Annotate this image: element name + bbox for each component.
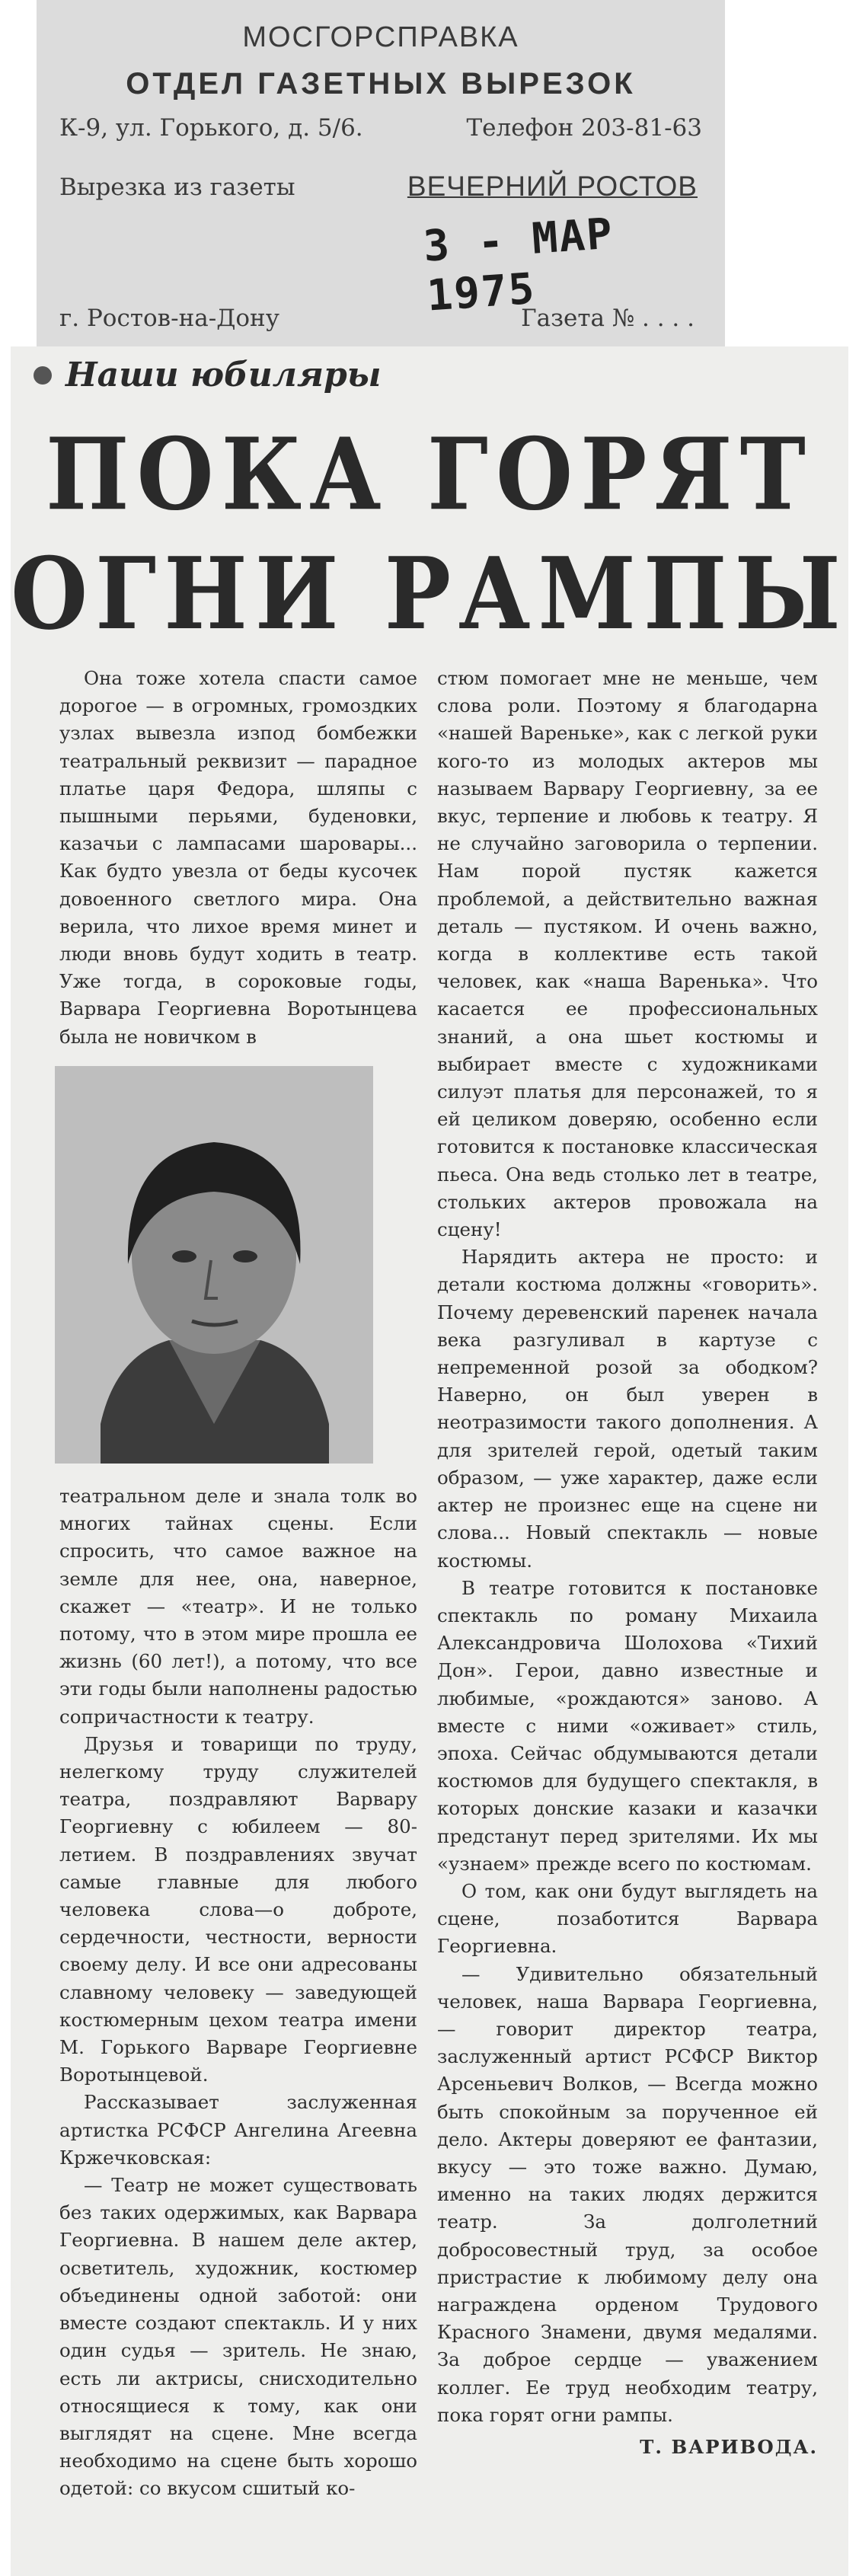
stamp-dept: ОТДЕЛ ГАЗЕТНЫХ ВЫРЕЗОК [126,67,636,101]
stamp-clipping-from: Вырезка из газеты [59,174,295,201]
paragraph: О том, как они будут выглядеть на сцене, позаботится Варвара Георгиевна. [437,1879,818,1958]
article [11,346,848,2576]
column-2 [437,665,818,2461]
headline-line-2: ОГНИ РАМПЫ [11,536,848,653]
stamp-address: К-9, ул. Горького, д. 5/6. [59,114,363,142]
stamp-phone: Телефон 203-81-63 [466,114,702,142]
paragraph: театральном деле и знала толк во многих тайнах сцены. Если спросить, что самое важное на земле для нее, она, наверное, скажет — «театр». И не только потому, что в этом мире прошла ее жизнь (60 лет!), а потому, что все эти годы были наполнены радостью сопричастности к театру. [59,1485,417,1728]
headline [11,415,848,654]
rubric [34,356,382,394]
paragraph: Нарядить актера не просто: и детали костюма должны «говорить». Почему деревенский паренек начала века разгуливал в картузе с непременной розой за ободком? Наверно, он был уверен в неотразимости такого дополнения. А для зрителей герой, одетый таким образом, — уже характер, даже если актер не произнес еще на сцене ни слова... Новый спектакль — новые костюмы. [437,1246,818,1572]
author-signature: Т. ВАРИВОДА. [640,2436,818,2458]
headline-line-1: ПОКА ГОРЯТ [46,417,813,533]
stamp-org: МОСГОРСПРАВКА [242,21,519,53]
paragraph: Друзья и товарищи по труду, нелегкому труду служителей театра, поздравляют Варвару Георгиевну с юбилеем — 80-летием. В поздравлениях звучат самые главные для любого человека слова—о доброте, сердечности, честности, верности своему делу. И все они адресованы славному человеку — заведующей костюмерным цехом театра имени М. Горького Варваре Георгиевне Воротынцевой. [59,1732,417,2086]
paragraph: В театре готовится к постановке спектакль по роману Михаила Александровича Шолохова «Тихий Дон». Герои, давно известные и любимые, «рождаются» заново. А вместе с ними «оживает» стиль, эпоха. Сейчас обдумываются детали костюмов для будущего спектакля, в которых донские казаки и казачки предстанут перед зрителями. Их мы «узнаем» прежде всего по костюмам. [437,1576,818,1875]
rubric-label: Наши юбиляры [65,356,382,394]
portrait-photo [55,1066,373,1464]
paragraph: Она тоже хотела спасти самое дорогое — в огромных, громоздких узлах вывезла изпод бомбежки театральный реквизит — парадное платье царя Федора, шляпы с пышными перьями, буденовки, казачьи с лампасами шаровары... Как будто увезла от беды кусочек довоенного светлого мира. Она верила, что лихое время минет и люди вновь будут ходить в театр. Уже тогда, в сороковые годы, Варвара Георгиевна Воротынцева была не новичком в [59,667,417,1048]
portrait-image [55,1066,373,1464]
paragraph: стюм помогает мне не меньше, чем слова роли. Поэтому я благодарна «нашей Вареньке», как с легкой руки кого-то из молодых актеров мы называем Варвару Георгиевну, за ее вкус, терпение и любовь к театру. Я не случайно заговорила о терпении. Нам порой пустяк кажется проблемой, а действительно важная деталь — пустяком. И очень важно, когда в коллективе есть такой человек, как «наша Варенька». Что касается ее профессиональных знаний, а она шьет костюмы и выбирает вместе с художниками силуэт платья для персонажей, то я ей целиком доверяю, особенно если готовится к постановке классическая пьеса. Она ведь столько лет в театре, стольких актеров провожала на сцену! [437,667,818,1241]
paragraph: — Театр не может существовать без таких одержимых, как Варвара Георгиевна. В нашем деле актер, осветитель, художник, костюмер объединены одной заботой: они вместе создают спектакль. И у них один судья — зритель. Не знаю, есть ли актрисы, снисходительно относящиеся к тому, как они выглядят на сцене. Мне всегда необходимо на сцене быть хорошо одетой: со вкусом сшитый ко- [59,2174,417,2500]
column-1-bottom [59,1483,417,2503]
column-1-top [59,665,417,1051]
paragraph: — Удивительно обязательный человек, наша Варвара Георгиевна, — говорит директор театра, заслуженный артист РСФСР Виктор Арсеньевич Волков, — Всегда можно быть спокойным за порученное ей дело. Актеры доверяют ее фантазии, вкусу — это тоже важно. Думаю, именно на таких людях держится театр. За долголетний добросовестный труд, за особое пристрастие к любимому делу она награждена орденом Трудового Красного Знамени, двумя медалями. За доброе сердце — уважением коллег. Ее труд необходим театру, пока горят огни рампы. [437,1962,818,2426]
clipping-stamp [37,0,725,346]
paragraph: Рассказывает заслуженная артистка РСФСР Ангелина Агеевна Кржечковская: [59,2091,417,2169]
stamp-gazette-number: Газета № . . . . [521,305,695,332]
stamp-newspaper: ВЕЧЕРНИЙ РОСТОВ [407,171,698,202]
bullet-icon [34,366,52,385]
stamp-city: г. Ростов-на-Дону [59,305,279,332]
stamp-date: 3 - МАР 1975 [421,209,615,321]
